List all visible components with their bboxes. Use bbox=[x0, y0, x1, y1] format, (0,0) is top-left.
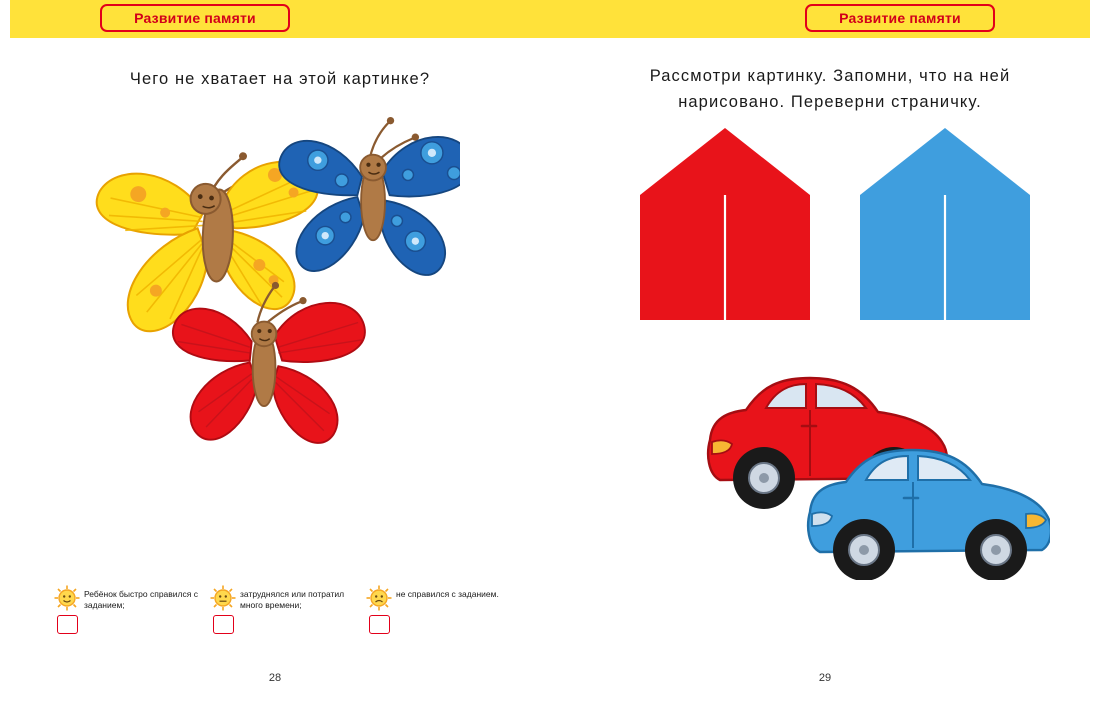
left-header-tab: Развитие памяти bbox=[100, 4, 290, 32]
legend-item[interactable] bbox=[362, 585, 510, 634]
legend-text: Ребёнок быстро справился с заданием; bbox=[84, 589, 198, 611]
cars-illustration bbox=[650, 330, 1050, 580]
legend-marks bbox=[362, 585, 396, 634]
legend-checkbox[interactable] bbox=[213, 615, 234, 634]
sun-face-icon bbox=[210, 585, 236, 611]
red-house bbox=[640, 128, 810, 320]
right-band-edge bbox=[1090, 0, 1100, 38]
legend-item[interactable] bbox=[50, 585, 198, 634]
legend-checkbox[interactable] bbox=[57, 615, 78, 634]
right-page bbox=[550, 0, 1100, 719]
butterflies-illustration bbox=[40, 105, 460, 445]
sun-face-icon bbox=[366, 585, 392, 611]
legend-marks bbox=[50, 585, 84, 634]
left-band-edge bbox=[0, 0, 10, 38]
legend-text: не справился с заданием. bbox=[396, 589, 499, 599]
right-task-text: Рассмотри картинку. Запомни, что на ней нарисовано. Переверни страничку. bbox=[649, 67, 1011, 111]
left-task-text: Чего не хватает на этой картинке? bbox=[129, 70, 431, 88]
rating-legend bbox=[50, 585, 510, 634]
left-page-number: 28 bbox=[268, 672, 282, 684]
legend-item[interactable] bbox=[206, 585, 354, 634]
right-page-number: 29 bbox=[818, 672, 832, 684]
blue-house bbox=[860, 128, 1030, 320]
legend-text: затруднялся или потратил много времени; bbox=[240, 589, 345, 611]
legend-checkbox[interactable] bbox=[369, 615, 390, 634]
houses-illustration bbox=[630, 120, 1050, 330]
right-header-tab: Развитие памяти bbox=[805, 4, 995, 32]
sun-face-icon bbox=[54, 585, 80, 611]
legend-marks bbox=[206, 585, 240, 634]
